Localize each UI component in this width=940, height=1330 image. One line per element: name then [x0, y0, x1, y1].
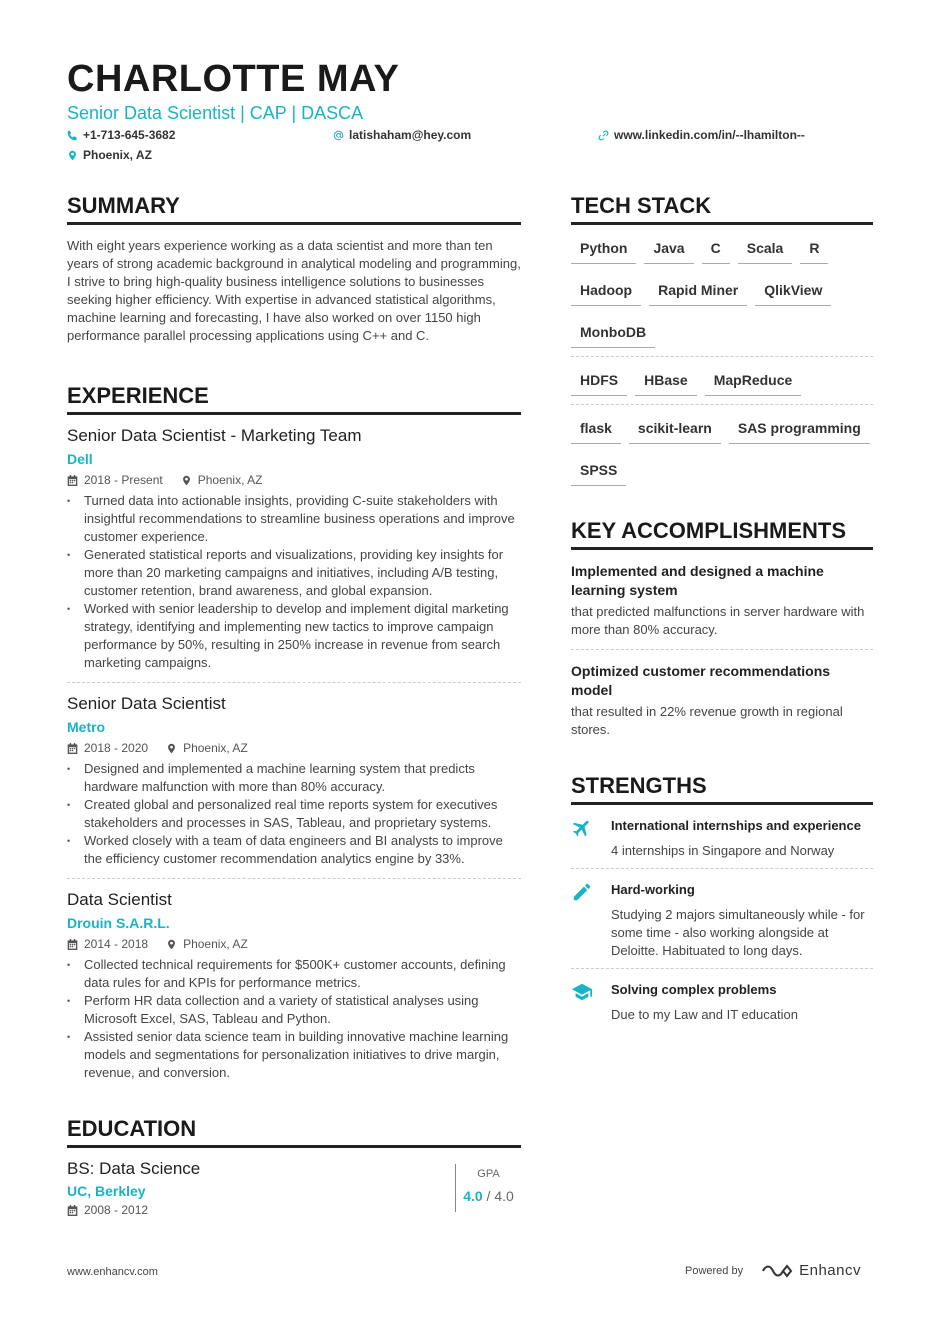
calendar-icon — [67, 1205, 78, 1216]
summary-section — [67, 193, 521, 345]
strengths-heading: STRENGTHS — [571, 773, 873, 805]
company-name[interactable]: Drouin S.A.R.L. — [67, 915, 170, 931]
accomplishment-title: Optimized customer recommendations model — [571, 663, 831, 698]
experience-entry — [67, 879, 521, 1092]
graduation-cap-icon — [571, 981, 595, 1005]
strength-desc: Due to my Law and IT education — [611, 1007, 798, 1022]
tech-stack-section — [571, 193, 873, 494]
strength-item — [571, 969, 873, 1032]
enhancv-logo-icon — [761, 1263, 793, 1279]
bullet-item: • Turned data into actionable insights, providing C-suite stakeholders with insightful recommendations to streamline business operations and improve customer experience. — [67, 492, 521, 546]
strength-desc: 4 internships in Singapore and Norway — [611, 843, 835, 858]
contact-linkedin[interactable] — [598, 128, 805, 142]
job-meta — [67, 740, 521, 756]
calendar-icon — [67, 475, 78, 486]
candidate-headline: Senior Data Scientist | CAP | DASCA — [67, 103, 364, 123]
strength-title: Solving complex problems — [611, 982, 777, 997]
location-pin-icon — [166, 939, 177, 950]
pencil-icon — [571, 881, 595, 905]
tech-tag: R — [800, 235, 828, 264]
tech-tag: scikit-learn — [629, 415, 721, 444]
job-location: Phoenix, AZ — [183, 741, 248, 755]
tech-tag: flask — [571, 415, 621, 444]
company-name[interactable]: Dell — [67, 451, 93, 467]
at-sign-icon — [333, 130, 344, 141]
bullet-item: • Perform HR data collection and a variety of statistical analyses using Microsoft Excel, SAS, Tableau and Python. — [67, 992, 521, 1028]
experience-entry — [67, 415, 521, 683]
tech-tag: SAS programming — [729, 415, 870, 444]
accomplishment-title: Implemented and designed a machine learning system — [571, 563, 824, 598]
location-text: Phoenix, AZ — [83, 148, 152, 162]
tech-stack-heading: TECH STACK — [571, 193, 873, 225]
gpa-value-row: 4.0 / 4.0 — [463, 1188, 514, 1204]
education-section — [67, 1116, 521, 1240]
linkedin-text: www.linkedin.com/in/--lhamilton-- — [614, 128, 805, 142]
job-meta — [67, 472, 521, 488]
tech-tag: QlikView — [755, 277, 831, 306]
accomplishment-desc: that predicted malfunctions in server hardware with more than 80% accuracy. — [571, 604, 865, 637]
education-entry — [67, 1148, 521, 1240]
gpa-box — [455, 1164, 521, 1212]
strength-body — [611, 817, 861, 860]
brand-logo — [761, 1262, 861, 1279]
bullet-item: • Created global and personalized real time reports system for executives stakeholders and processes in SAS, Tableau, and proprietary systems. — [67, 796, 521, 832]
tech-tag: HDFS — [571, 367, 627, 396]
strength-title: International internships and experience — [611, 818, 861, 833]
job-bullets — [67, 760, 521, 868]
job-title: Senior Data Scientist - Marketing Team — [67, 426, 362, 445]
bullet-item: • Generated statistical reports and visualizations, providing key insights for more than 20 marketing campaigns and initiatives, including A/B testing, customer retention, brand awareness, and global expansion. — [67, 546, 521, 600]
job-dates: 2018 - 2020 — [84, 741, 149, 755]
tech-tag: Scala — [738, 235, 793, 264]
accomplishments-section — [571, 518, 873, 749]
job-title: Senior Data Scientist — [67, 694, 226, 713]
company-name[interactable]: Metro — [67, 719, 106, 735]
school-name[interactable]: UC, Berkley — [67, 1183, 146, 1199]
calendar-icon — [67, 939, 78, 950]
bullet-item: • Designed and implemented a machine learning system that predicts hardware malfunction with more than 80% accuracy. — [67, 760, 521, 796]
location-pin-icon — [181, 475, 192, 486]
accomplishments-heading: KEY ACCOMPLISHMENTS — [571, 518, 873, 550]
job-location: Phoenix, AZ — [183, 937, 248, 951]
summary-heading: SUMMARY — [67, 193, 521, 225]
gpa-max: 4.0 — [494, 1188, 514, 1204]
email-text: latishaham@hey.com — [349, 128, 472, 142]
strength-title: Hard-working — [611, 882, 695, 897]
location-pin-icon — [67, 150, 78, 161]
calendar-icon — [67, 743, 78, 754]
job-location: Phoenix, AZ — [197, 473, 263, 487]
job-bullets — [67, 956, 521, 1082]
left-column — [67, 193, 521, 1240]
strength-item — [571, 805, 873, 869]
footer-powered-by[interactable] — [685, 1262, 861, 1279]
gpa-label: GPA — [477, 1168, 500, 1180]
tech-tag: MonboDB — [571, 319, 655, 348]
education-dates: 2008 - 2012 — [84, 1203, 149, 1217]
contact-email[interactable] — [333, 128, 471, 142]
candidate-name: CHARLOTTE MAY — [67, 58, 400, 100]
right-column — [571, 193, 873, 1032]
brand-name: Enhancv — [799, 1262, 861, 1279]
strengths-section — [571, 773, 873, 1032]
accomplishment-item — [571, 650, 873, 749]
bullet-item: • Collected technical requirements for $500K+ customer accounts, defining data rules for and KPIs for performance metrics. — [67, 956, 521, 992]
tech-tag-group — [571, 357, 873, 405]
job-dates: 2018 - Present — [84, 473, 163, 487]
accomplishment-desc: that resulted in 22% revenue growth in regional stores. — [571, 704, 843, 737]
location-pin-icon — [166, 743, 177, 754]
bullet-item: • Assisted senior data science team in building innovative machine learning models and segmentations for personalization initiatives to drive margin, revenue, and conversion. — [67, 1028, 521, 1082]
contact-location — [67, 148, 152, 162]
job-title: Data Scientist — [67, 890, 172, 909]
tech-tag: HBase — [635, 367, 697, 396]
accomplishment-item — [571, 550, 873, 650]
bullet-item: • Worked with senior leadership to develop and implement digital marketing strategy, identifying and implementing new tactics to improve campaign performance by 50%, resulting in 250% increase in revenue from search marketing campaigns. — [67, 600, 521, 672]
strength-body — [611, 981, 798, 1024]
degree-title: BS: Data Science — [67, 1159, 201, 1178]
phone-text: +1-713-645-3682 — [83, 128, 176, 142]
strength-desc: Studying 2 majors simultaneously while - for some time - also working alongside at Deloitte. Habituated to long days. — [611, 907, 865, 958]
phone-icon — [67, 130, 78, 141]
bullet-item: • Worked closely with a team of data engineers and BI analysts to improve the efficiency customer recommendation analytics engine by 33%. — [67, 832, 521, 868]
tech-tag: MapReduce — [705, 367, 802, 396]
tech-tag: Python — [571, 235, 636, 264]
education-dates-row — [67, 1203, 521, 1217]
tech-tag-group — [571, 405, 873, 494]
job-bullets — [67, 492, 521, 672]
experience-section — [67, 383, 521, 1092]
tech-tag: SPSS — [571, 457, 626, 486]
link-icon — [598, 130, 609, 141]
experience-heading: EXPERIENCE — [67, 383, 521, 415]
tech-tag: Rapid Miner — [649, 277, 747, 306]
powered-by-label: Powered by — [685, 1264, 744, 1277]
airplane-icon — [571, 817, 595, 841]
summary-text: With eight years experience working as a data scientist and more than ten years of strong academic background in analytical modeling and programming, I strive to bring high-quality business intelligence solutions to businesses seeking higher efficiency. With expertise in advanced statistical algorithms, machine learning and forecasting, I have also worked on over 1150 high performance parallel processing applications using C++ and C. — [67, 238, 521, 343]
education-heading: EDUCATION — [67, 1116, 521, 1148]
contact-phone[interactable] — [67, 128, 175, 142]
experience-entry — [67, 683, 521, 879]
footer-website[interactable]: www.enhancv.com — [67, 1266, 158, 1278]
gpa-value: 4.0 — [463, 1188, 483, 1204]
job-dates: 2014 - 2018 — [84, 937, 149, 951]
tech-tag-group — [571, 225, 873, 357]
job-meta — [67, 936, 521, 952]
tech-tag: Hadoop — [571, 277, 641, 306]
tech-tag: Java — [644, 235, 693, 264]
strength-body — [611, 881, 873, 960]
tech-tag: C — [702, 235, 730, 264]
strength-item — [571, 869, 873, 969]
